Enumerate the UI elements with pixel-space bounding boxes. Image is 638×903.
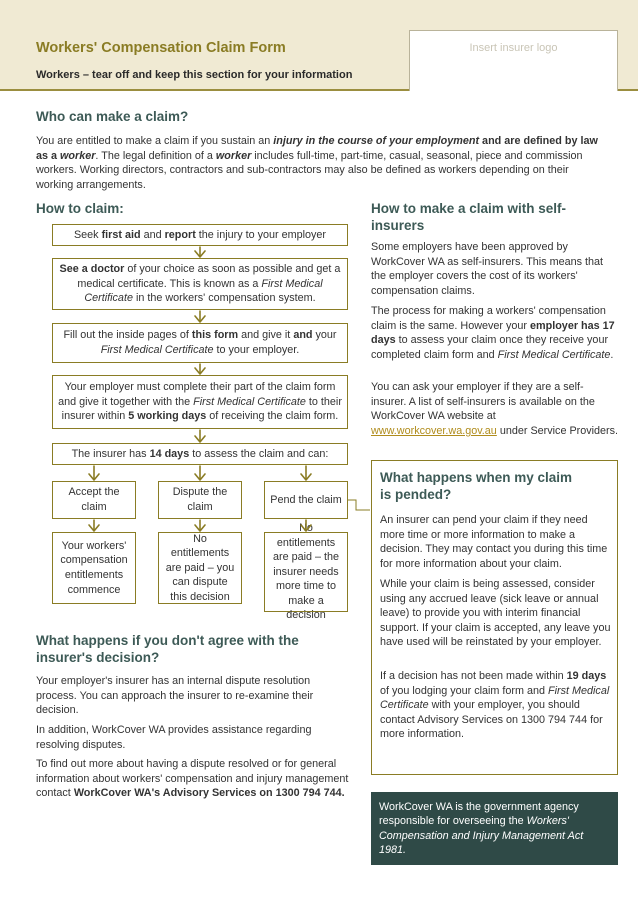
- who-emph-worker: worker: [60, 149, 96, 162]
- arrow-down-icon: [195, 247, 205, 257]
- self-paragraph-1: Some employers have been approved by WorkCover WA as self-insurers. This means that the employer covers the cost of its workers' compensation claims.: [371, 241, 604, 297]
- step4-text-c: to their insurer within: [61, 395, 342, 423]
- arrow-down-icon: [301, 466, 311, 480]
- pend-p3-fmc: First Medical Certificate: [380, 684, 610, 712]
- self-p2-text-e: .: [610, 348, 614, 361]
- arrow-down-icon: [195, 520, 205, 531]
- self-p2-text-a: The process for making a workers' compensation claim is the same. However your: [371, 305, 606, 332]
- step5-text-a: The insurer has: [71, 447, 150, 460]
- pend-connector-line: [348, 500, 370, 510]
- step3-text-g: to your employer.: [213, 344, 300, 356]
- step1-text-a: Seek: [73, 228, 102, 241]
- option-dispute-label: Dispute the claim: [172, 486, 228, 513]
- self-insurers-heading: How to make a claim with self-insurers: [371, 201, 567, 233]
- step1-first-aid: first aid: [101, 228, 141, 241]
- step1-report: report: [164, 228, 196, 241]
- result-pend-text: No entitlements are paid – the insurer needs more time to make a decision: [272, 521, 340, 622]
- step4-text-a: Your employer must complete their part of the claim form and give it together with the: [58, 381, 336, 408]
- form-subtitle: Workers – tear off and keep this section for your information: [36, 69, 353, 81]
- pend-paragraph-2: While your claim is being assessed, consider using any accrued leave (sick leave or annual leave) to provide you with interim financial support. If your claim is accepted, any leave you have used will be reinstated by your employer.: [380, 578, 611, 649]
- arrow-down-icon: [301, 520, 311, 531]
- pend-heading: What happens when my claim is pended?: [380, 470, 573, 502]
- step3-text-c: and give it: [238, 329, 294, 342]
- self-paragraph-3: [371, 380, 619, 438]
- pend-p3-text-e: with your employer, you should contact Advisory Services on 1300 794 744 for more information.: [380, 699, 603, 741]
- disagree-paragraph-2: In addition, WorkCover WA provides assistance regarding resolving disputes.: [36, 724, 312, 751]
- arrow-down-icon: [195, 466, 205, 480]
- self-paragraph-2: [371, 304, 619, 362]
- form-title: Workers' Compensation Claim Form: [36, 40, 286, 56]
- step2-fmc: First Medical Certificate: [84, 277, 323, 305]
- arrow-down-icon: [89, 466, 99, 480]
- disagree-p3-text: To find out more about having a dispute resolved or for general information about workers' compensation and injury management contact: [36, 758, 349, 800]
- act-name: Workers' Compensation and Injury Management Act 1981.: [379, 815, 584, 857]
- who-heading: Who can make a claim?: [36, 109, 189, 124]
- step3-and: and: [293, 329, 313, 342]
- pend-paragraph-3: [380, 669, 612, 742]
- result-dispute-text: No entitlements are paid – you can dispute this decision: [165, 532, 235, 603]
- workcover-website-link[interactable]: www.workcover.wa.gov.au: [371, 424, 497, 437]
- step3-fmc: First Medical Certificate: [100, 344, 214, 356]
- step4-5-days: 5 working days: [128, 410, 207, 423]
- pend-p3-text-c: of you lodging your claim form and: [380, 684, 549, 697]
- arrow-down-icon: [195, 364, 205, 374]
- employer-17-days: employer has 17 days: [371, 319, 615, 347]
- step2-text-b: of your choice as soon as possible and get a medical certificate. This is known as a: [77, 263, 341, 290]
- pend-19-days: 19 days: [566, 670, 607, 682]
- step3-this-form: this form: [191, 329, 239, 342]
- step1-text-c: and: [140, 228, 165, 241]
- info-text-a: WorkCover WA is the government agency responsible for overseeing the: [379, 801, 579, 828]
- self-p3-text-a: You can ask your employer if they are a self-insurer. A list of self-insurers is available on the WorkCover WA website at: [371, 381, 595, 423]
- disagree-heading: What happens if you don't agree with the insurer's decision?: [36, 633, 299, 665]
- step5-text-c: to assess the claim and can:: [189, 447, 329, 460]
- arrow-down-icon: [195, 311, 205, 322]
- pend-p3-text-a: If a decision has not been made within: [380, 670, 567, 682]
- disagree-paragraph-1: Your employer's insurer has an internal dispute resolution process. You can approach the insurer to re-examine their decision.: [36, 675, 314, 717]
- who-text-1: You are entitled to make a claim if you sustain an: [36, 135, 274, 147]
- self-p3-text-b: under Service Providers.: [496, 424, 619, 437]
- arrow-down-icon: [89, 520, 99, 531]
- workcover-info-box: [371, 792, 618, 865]
- who-text-4: includes full-time, part-time, casual, seasonal, piece and commission workers. Working directors, contractors and sub-contractors may also be defined as workers depending on their working arrangements.: [36, 149, 583, 191]
- who-text-3: . The legal definition of a: [95, 149, 216, 162]
- how-heading: How to claim:: [36, 201, 124, 216]
- self-p2-text-c: to assess your claim once they receive your completed claim form and: [371, 334, 609, 361]
- result-accept-text: Your workers' compensation entitlements commence: [60, 539, 128, 596]
- step5-14-days: 14 days: [149, 447, 190, 460]
- option-accept-label: Accept the claim: [68, 486, 120, 513]
- arrow-down-icon: [195, 430, 205, 442]
- step3-text-a: Fill out the inside pages of: [63, 329, 192, 342]
- logo-placeholder-text: Insert insurer logo: [469, 42, 558, 54]
- step4-text-e: of receiving the claim form.: [206, 410, 339, 423]
- disagree-paragraph-3: [36, 757, 356, 801]
- self-p2-fmc: First Medical Certificate: [497, 348, 611, 361]
- step2-text-d: in the workers' compensation system.: [132, 292, 316, 305]
- step4-fmc: First Medical Certificate: [193, 395, 306, 408]
- pend-paragraph-1: An insurer can pend your claim if they need more time or more information to make a decision. They may contact you during this time for more information about your claim.: [380, 514, 608, 570]
- who-emph-worker-2: worker: [215, 149, 252, 162]
- step3-text-e: your: [312, 329, 337, 342]
- step2-see-doctor: See a doctor: [59, 263, 125, 276]
- advisory-services-contact: WorkCover WA's Advisory Services on 1300 794 744.: [73, 787, 345, 800]
- who-emph-injury: injury in the course of your employment: [273, 135, 480, 147]
- who-text-2: and are defined by law as a: [36, 135, 598, 162]
- workcover-info-text: [371, 792, 618, 866]
- pended-claim-box: [371, 460, 618, 775]
- option-pend-label: Pend the claim: [270, 493, 342, 506]
- step1-text-e: the injury to your employer: [195, 228, 327, 241]
